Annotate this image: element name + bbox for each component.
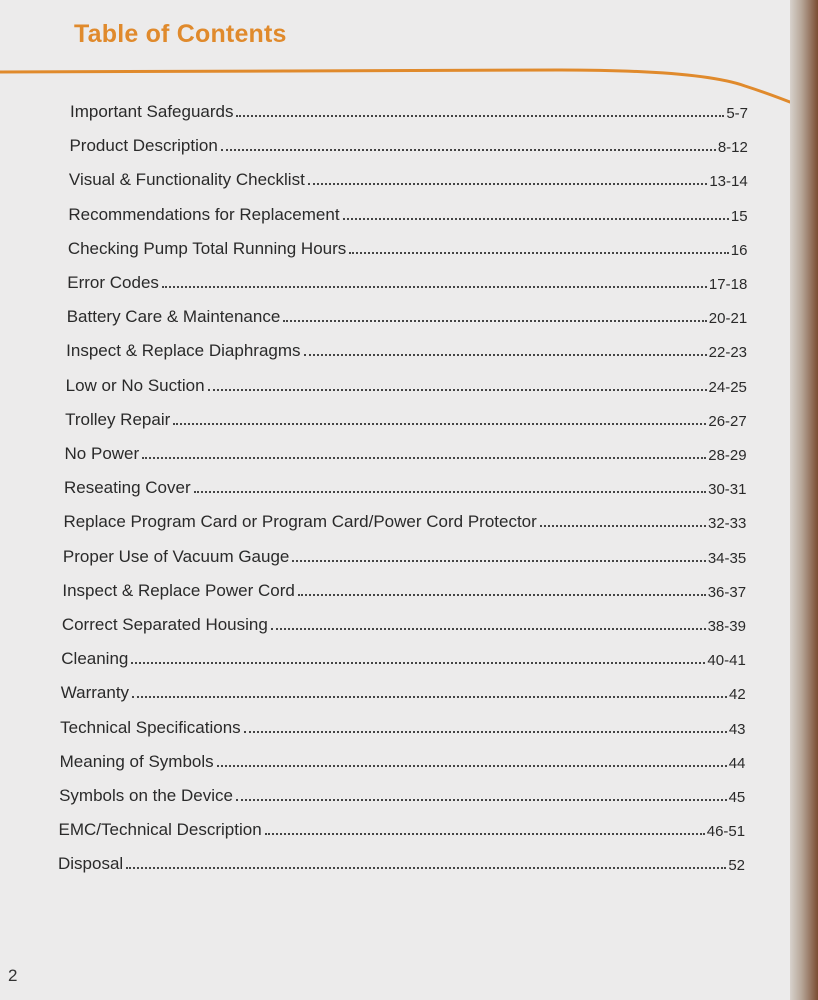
- toc-entry-pages: 52: [728, 857, 745, 875]
- toc-entry: [63, 539, 746, 567]
- toc-entry-title: Visual & Functionality Checklist: [68, 170, 305, 190]
- toc-leader-dots: [308, 182, 708, 185]
- toc-entry-pages: 5-7: [726, 105, 748, 122]
- toc-entry: [66, 368, 747, 396]
- toc-entry: [60, 744, 746, 772]
- toc-entry-pages: 34-35: [707, 549, 747, 567]
- toc-entry: [69, 162, 748, 190]
- toc-entry-title: Product Description: [69, 136, 218, 156]
- toc-entry: [66, 333, 747, 361]
- toc-entry: [65, 402, 747, 430]
- toc-entry-pages: 26-27: [708, 412, 747, 430]
- toc-entry-title: Cleaning: [61, 649, 129, 669]
- toc-leader-dots: [194, 490, 707, 493]
- toc-entry-pages: 13-14: [709, 173, 748, 191]
- toc-entry-title: Symbols on the Device: [59, 786, 233, 805]
- toc-leader-dots: [540, 524, 706, 527]
- toc-entry: [62, 607, 746, 635]
- toc-entry-pages: 16: [730, 241, 748, 259]
- toc-entry: [65, 436, 747, 464]
- toc-leader-dots: [131, 661, 705, 664]
- toc-entry-pages: 44: [728, 754, 746, 772]
- toc-entry: [67, 265, 747, 293]
- toc-entry-pages: 20-21: [708, 310, 748, 328]
- toc-entry-title: Trolley Repair: [65, 409, 171, 429]
- toc-leader-dots: [283, 319, 707, 322]
- toc-entry-title: Replace Program Card or Program Card/Power Cord Protector: [63, 512, 537, 532]
- toc-leader-dots: [265, 832, 705, 835]
- toc-entry-pages: 43: [728, 720, 746, 738]
- toc-entry-title: Battery Care & Maintenance: [66, 307, 281, 327]
- toc-entry-pages: 15: [730, 207, 748, 225]
- toc-entry-title: Recommendations for Replacement: [68, 204, 340, 224]
- toc-entry-title: Inspect & Replace Diaphragms: [66, 341, 301, 361]
- toc-entry: [59, 778, 745, 806]
- toc-leader-dots: [349, 251, 728, 254]
- toc-entry-pages: 22-23: [708, 344, 748, 362]
- toc-entry: [61, 641, 746, 669]
- toc-entry-pages: 17-18: [708, 276, 748, 293]
- page-number: 2: [8, 966, 18, 985]
- toc-leader-dots: [173, 422, 706, 425]
- page-edge: [790, 0, 818, 1000]
- toc-entry-title: Correct Separated Housing: [61, 615, 268, 634]
- toc-entry-pages: 45: [728, 789, 746, 806]
- toc-leader-dots: [298, 593, 706, 596]
- toc-entry-pages: 40-41: [707, 652, 746, 670]
- toc-entry-title: Low or No Suction: [65, 375, 205, 395]
- toc-entry-title: Technical Specifications: [60, 717, 241, 737]
- toc-entry-pages: 8-12: [717, 139, 748, 157]
- toc-entry-title: Proper Use of Vacuum Gauge: [62, 546, 290, 566]
- toc-leader-dots: [304, 353, 707, 356]
- toc-entry-pages: 46-51: [706, 823, 746, 841]
- toc-entry-pages: 38-39: [707, 618, 746, 635]
- toc-leader-dots: [221, 148, 716, 151]
- toc-entry: [68, 197, 747, 225]
- toc-entry-title: Important Safeguards: [70, 102, 234, 121]
- toc-entry-pages: 30-31: [708, 481, 747, 499]
- toc-leader-dots: [236, 114, 724, 117]
- toc-entry-pages: 36-37: [707, 583, 747, 601]
- toc-entry-pages: 28-29: [708, 447, 747, 464]
- toc-entry-title: Error Codes: [67, 273, 159, 292]
- toc-entry: [63, 504, 746, 532]
- toc-leader-dots: [208, 388, 707, 391]
- toc-entry: [64, 470, 747, 498]
- page-title: Table of Contents: [74, 20, 287, 48]
- toc-entry-pages: 32-33: [707, 515, 747, 533]
- toc-entry: [61, 675, 746, 703]
- toc-leader-dots: [236, 798, 727, 801]
- toc-leader-dots: [142, 456, 706, 459]
- toc-entry: [59, 812, 746, 840]
- toc-leader-dots: [126, 866, 726, 869]
- toc-entry: [58, 846, 745, 874]
- toc-leader-dots: [271, 627, 706, 630]
- toc-entry-title: Reseating Cover: [64, 478, 191, 498]
- toc-entry-title: Inspect & Replace Power Cord: [62, 580, 295, 600]
- toc-entry: [69, 128, 747, 156]
- toc-entry: [62, 573, 746, 601]
- toc-entry-title: Meaning of Symbols: [59, 751, 214, 771]
- toc-leader-dots: [343, 217, 729, 220]
- toc-leader-dots: [162, 285, 707, 288]
- toc-entry-title: No Power: [64, 444, 140, 463]
- toc-entry-pages: 24-25: [708, 378, 747, 396]
- toc-entry-title: Checking Pump Total Running Hours: [67, 238, 347, 258]
- toc-entry-title: EMC/Technical Description: [58, 820, 262, 840]
- toc-leader-dots: [217, 764, 727, 767]
- toc-leader-dots: [292, 559, 705, 562]
- toc-leader-dots: [244, 730, 727, 733]
- toc-entry-title: Disposal: [58, 854, 124, 874]
- toc-leader-dots: [132, 695, 727, 698]
- toc-entry: [68, 231, 748, 259]
- toc-entry-title: Warranty: [60, 683, 130, 703]
- toc-entry-pages: 42: [728, 686, 746, 704]
- toc-entry: [70, 94, 748, 122]
- toc-entry: [60, 710, 745, 738]
- toc-entry: [67, 299, 747, 327]
